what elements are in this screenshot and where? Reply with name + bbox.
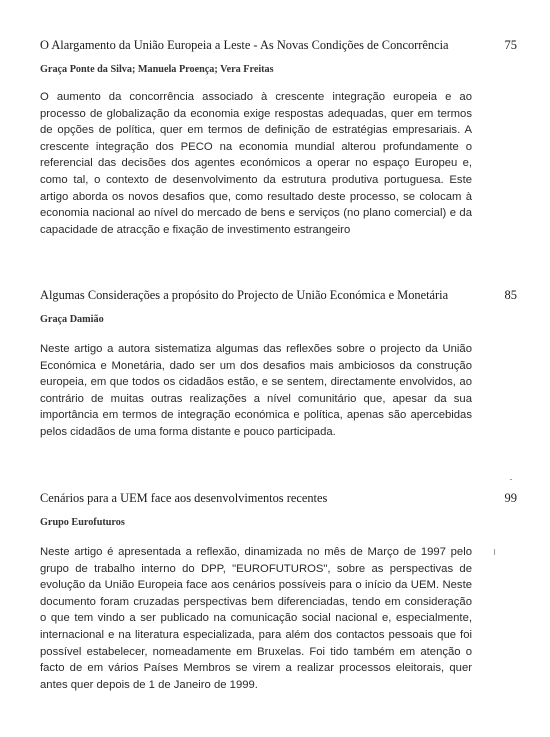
entry-title: Algumas Considerações a propósito do Projecto de União Económica e Monetária bbox=[40, 288, 449, 302]
entry-abstract: O aumento da concorrência associado à crescente integração europeia e ao processo de globalização da economia exige respostas adequadas, quer em termos de opções de política, quer em termos de definição de estratégias empresariais. A crescente integração dos PECO na economia mundial alterou profundamente o referencial das decisões dos agentes económicos a operar no espaço Europeu e, como tal, o contexto de desenvolvimento da estrutura produtiva portuguesa. Este artigo aborda os novos desafios que, como resultado deste processo, se colocam à economia nacional ao nível do mercado de bens e serviços (no plano comercial) e da capacidade de atracção e fixação de investimento estrangeiro bbox=[40, 91, 472, 236]
toc-entry-2 bbox=[40, 288, 515, 441]
toc-entry-1 bbox=[40, 38, 515, 238]
entry-authors: Grupo Eurofuturos bbox=[40, 517, 125, 528]
entry-title: O Alargamento da União Europeia a Leste - As Novas Condições de Concorrência bbox=[40, 38, 449, 52]
entry-authors: Graça Damião bbox=[40, 314, 104, 325]
scan-speck bbox=[494, 549, 495, 555]
entry-title: Cenários para a UEM face aos desenvolvimentos recentes bbox=[40, 491, 328, 505]
entry-authors: Graça Ponte da Silva; Manuela Proença; Vera Freitas bbox=[40, 64, 274, 75]
entry-header bbox=[40, 491, 515, 509]
entry-header bbox=[40, 38, 515, 56]
entry-page-number: 85 bbox=[504, 288, 517, 302]
scan-speck bbox=[510, 479, 512, 480]
toc-entry-3 bbox=[40, 491, 515, 693]
entry-abstract: Neste artigo a autora sistematiza algumas das reflexões sobre o projecto da União Económica e Monetária, dado ser um dos desafios mais ambiciosos da construção europeia, em que todos os cidadãos estão, e se sentem, directamente envolvidos, ao contrário de muitas outras realizações a nível comunitário que, apesar da sua importância em termos de integração económica e política, apenas são apercebidas pelos cidadãos de uma forma distante e pouco participada. bbox=[40, 343, 472, 438]
entry-header bbox=[40, 288, 515, 306]
entry-page-number: 99 bbox=[504, 491, 517, 505]
entry-abstract: Neste artigo é apresentada a reflexão, dinamizada no mês de Março de 1997 pelo grupo de trabalho interno do DPP, "EUROFUTUROS", sobre as perspectivas de evolução da União Europeia face aos cenários possíveis para o início da UEM. Neste documento foram cruzadas perspectivas bem diferenciadas, tendo em consideração o que tem vindo a ser publicado na comunicação social nacional e, especialmente, internacional e na literatura especializada, para além dos contactos pessoais que foi possível estabelecer, nomeadamente em Bruxelas. Foi tido também em atenção o facto de em vários Países Membros se virem a realizar processos eleitorais, quer antes quer depois de 1 de Janeiro de 1999. bbox=[40, 546, 472, 691]
entry-page-number: 75 bbox=[504, 38, 517, 52]
